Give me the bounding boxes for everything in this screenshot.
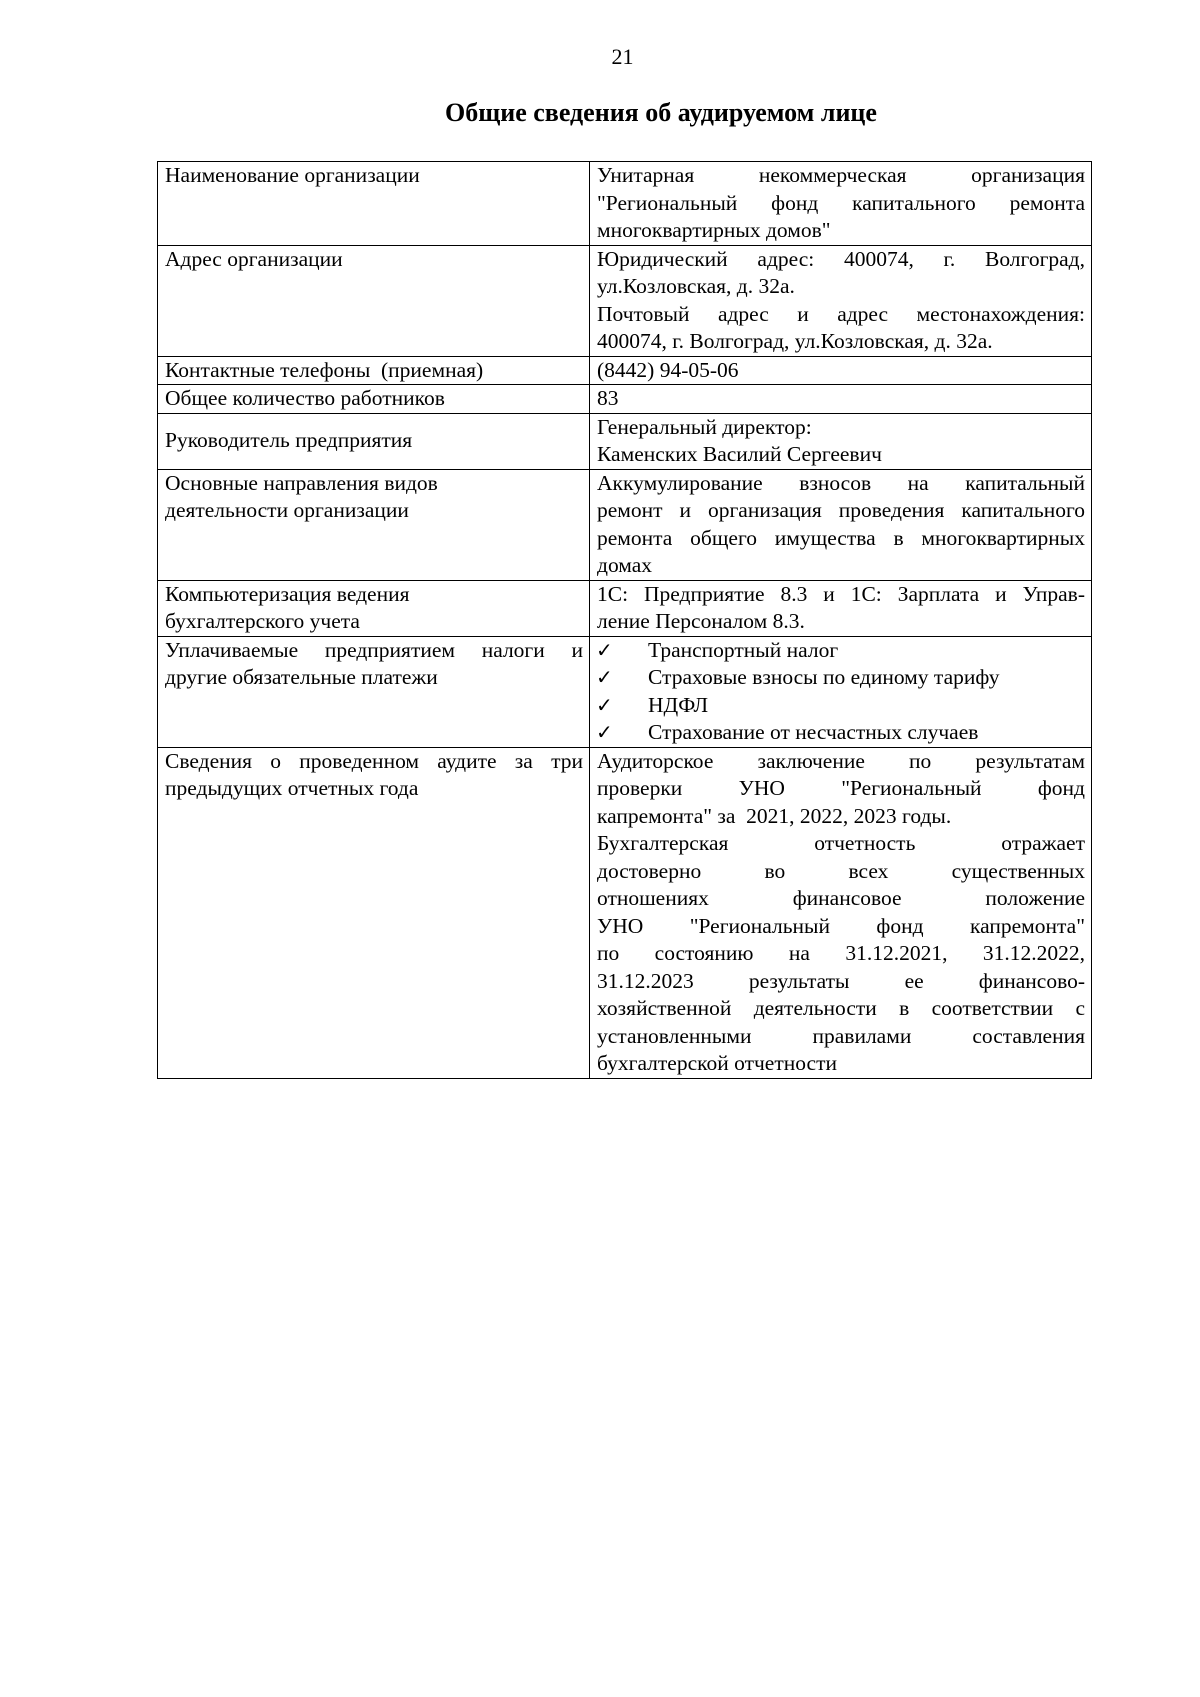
- activities-label: Основные направления видов деятельности организации: [158, 469, 590, 580]
- accounting-line: ление Персоналом 8.3.: [597, 609, 805, 633]
- activities-line: ремонта общего имущества в многоквартирных: [597, 525, 1085, 550]
- activities-line: домах: [597, 553, 653, 577]
- audit-line: Бухгалтерская отчетность отражает: [597, 831, 1085, 855]
- list-item: ✓ Страховые взносы по единому тарифу: [594, 664, 1085, 692]
- list-item: ✓ Страхование от несчастных случаев: [594, 719, 1085, 747]
- phones-label: Контактные телефоны (приемная): [158, 356, 590, 385]
- audit-line: УНО "Региональный фонд капремонта": [597, 913, 1085, 938]
- org-name-line: "Региональный фонд капитального ремонта: [597, 190, 1085, 215]
- audited-entity-table: [157, 161, 1092, 1079]
- head-line: Каменских Василий Сергеевич: [597, 442, 882, 466]
- org-name-line: Унитарная некоммерческая организация: [597, 163, 1085, 187]
- accounting-line: 1С: Предприятие 8.3 и 1С: Зарплата и Управ-: [597, 581, 1085, 606]
- audit-line: установленными правилами составления: [597, 1023, 1085, 1048]
- address-line: 400074, г. Волгоград, ул.Козловская, д. 32а.: [597, 329, 993, 353]
- table-row-audit: [158, 747, 1092, 1078]
- table-row-activities: [158, 469, 1092, 580]
- checkmark-icon: ✓: [596, 720, 613, 744]
- list-item: ✓ НДФЛ: [594, 692, 1085, 720]
- taxes-list: [594, 637, 1085, 747]
- accounting-label: Компьютеризация ведения бухгалтерского учета: [158, 580, 590, 636]
- table-row-address: [158, 245, 1092, 356]
- audit-line: 31.12.2023 результаты ее финансово-: [597, 968, 1085, 993]
- employees-value: 83: [590, 385, 1092, 414]
- audit-line: хозяйственной деятельности в соответствии с: [597, 996, 1085, 1020]
- page-number: 21: [611, 44, 634, 69]
- phones-value: (8442) 94-05-06: [590, 356, 1092, 385]
- address-line: Почтовый адрес и адрес местонахождения:: [597, 301, 1085, 326]
- activities-line: ремонт и организация проведения капитального: [597, 498, 1085, 522]
- table-row-phones: [158, 356, 1092, 385]
- table-row-accounting: [158, 580, 1092, 636]
- audit-line: Аудиторское заключение по результатам: [597, 748, 1085, 773]
- document-title: Общие сведения об аудируемом лице: [445, 98, 877, 127]
- address-line: ул.Козловская, д. 32а.: [597, 274, 795, 298]
- head-label: Руководитель предприятия: [158, 413, 590, 469]
- activities-line: Аккумулирование взносов на капитальный: [597, 470, 1085, 495]
- audit-value: [590, 747, 1092, 1078]
- list-item: ✓ Транспортный налог: [594, 637, 1085, 665]
- taxes-value: [590, 636, 1092, 747]
- audit-line: бухгалтерской отчетности: [597, 1051, 837, 1075]
- org-name-label: Наименование организации: [158, 162, 590, 246]
- address-line: Юридический адрес: 400074, г. Волгоград,: [597, 246, 1085, 271]
- head-value: [590, 413, 1092, 469]
- audit-line: по состоянию на 31.12.2021, 31.12.2022,: [597, 941, 1085, 965]
- address-label: Адрес организации: [158, 245, 590, 356]
- checkmark-icon: ✓: [596, 665, 613, 689]
- audit-line: отношениях финансовое положение: [597, 886, 1085, 910]
- table-row-head: [158, 413, 1092, 469]
- table-row-taxes: [158, 636, 1092, 747]
- table-row-org-name: [158, 162, 1092, 246]
- checkmark-icon: ✓: [596, 637, 613, 662]
- audit-line: проверки УНО "Региональный фонд: [597, 776, 1085, 800]
- org-name-value: [590, 162, 1092, 246]
- audit-line: достоверно во всех существенных: [597, 858, 1085, 883]
- head-line: Генеральный директор:: [597, 414, 812, 439]
- taxes-label: Уплачиваемые предприятием налоги и другие обязательные платежи: [158, 636, 590, 747]
- checkmark-icon: ✓: [596, 692, 613, 717]
- activities-value: [590, 469, 1092, 580]
- address-value: [590, 245, 1092, 356]
- accounting-value: [590, 580, 1092, 636]
- audit-line: капремонта" за 2021, 2022, 2023 годы.: [597, 803, 952, 828]
- audit-label: Сведения о проведенном аудите за три предыдущих отчетных года: [158, 747, 590, 1078]
- org-name-line: многоквартирных домов": [597, 218, 831, 242]
- table-row-employees: [158, 385, 1092, 414]
- employees-label: Общее количество работников: [158, 385, 590, 414]
